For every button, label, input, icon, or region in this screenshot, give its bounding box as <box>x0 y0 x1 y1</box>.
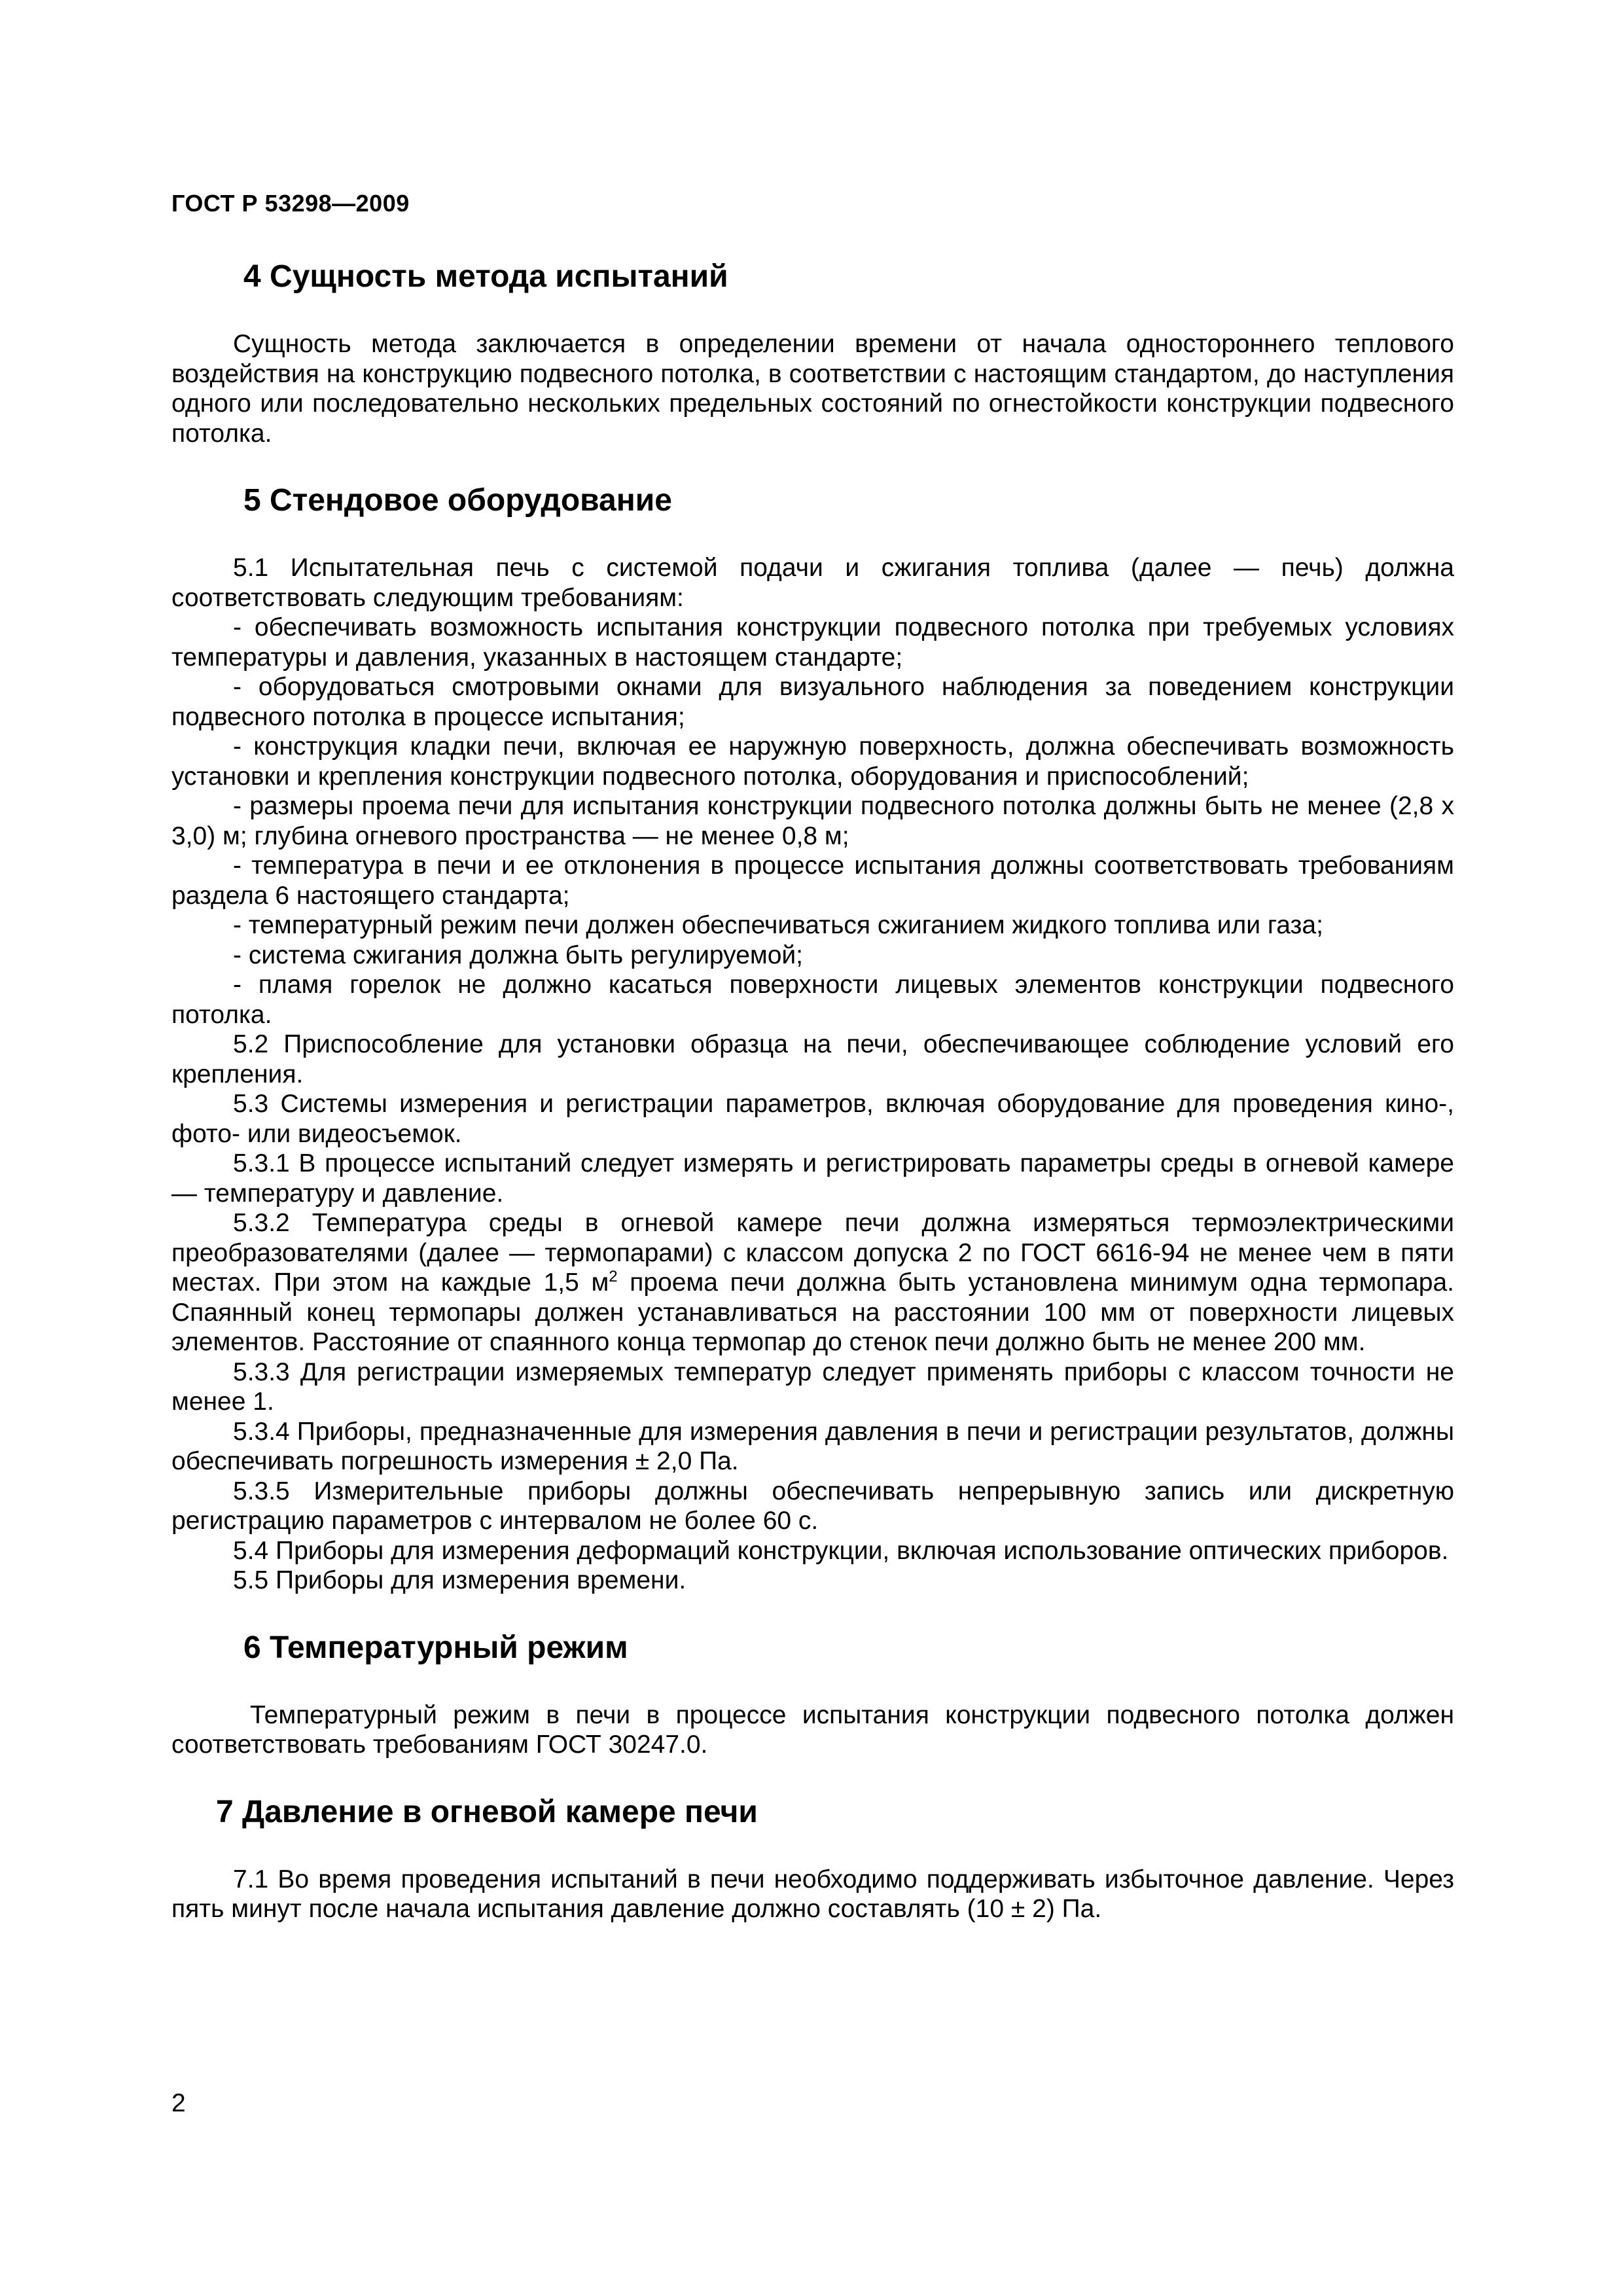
clause-5-5: 5.5 Приборы для измерения времени. <box>233 1566 687 1594</box>
section-6-title: 6 Температурный режим <box>243 1630 628 1665</box>
list-item: - пламя горелок не должно касаться поверхности лицевых элементов конструкции подвесного потолка. <box>171 971 1454 1029</box>
list-item: - температурный режим печи должен обеспечиваться сжиганием жидкого топлива или газа; <box>233 911 1323 939</box>
clause-5-3-2-text-a: 5.3.2 Температура среды в огневой камере печи должна измеряться термоэлектрическими преобразователями (далее — термопарами) с классом допуска 2 по ГОСТ 6616-94 не менее чем в пяти местах. При этом на каждые 1,5 м <box>171 1209 1454 1297</box>
section-5-title: 5 Стендовое оборудование <box>243 483 672 518</box>
list-item: - система сжигания должна быть регулируемой; <box>233 941 804 969</box>
section-4-title: 4 Сущность метода испытаний <box>243 259 728 294</box>
clause-5-3-1: 5.3.1 В процессе испытаний следует измерять и регистрировать параметры среды в огневой камере — температуру и давление. <box>171 1149 1454 1208</box>
list-item: - размеры проема печи для испытания конструкции подвесного потолка должны быть не менее (2,8 x 3,0) м; глубина огневого пространства — не менее 0,8 м; <box>171 792 1454 850</box>
section-6-paragraph: Температурный режим в печи в процессе испытания конструкции подвесного потолка должен соответствовать требованиям ГОСТ 30247.0. <box>171 1700 1454 1759</box>
clause-5-3-5: 5.3.5 Измерительные приборы должны обеспечивать непрерывную запись или дискретную регистрацию параметров с интервалом не более 60 с. <box>171 1477 1454 1535</box>
clause-5-3-2-text-b: проема печи должна быть установлена минимум одна термопара. Спаянный конец термопары должен устанавливаться на расстоянии 100 мм от поверхности лицевых элементов. Расстояние от спаянного конца термопар до стенок печи должно быть не менее 200 мм. <box>171 1268 1454 1356</box>
clause-5-3-3: 5.3.3 Для регистрации измеряемых температур следует применять приборы с классом точности не менее 1. <box>171 1357 1454 1416</box>
document-header: ГОСТ Р 53298—2009 <box>171 190 410 217</box>
page-number: 2 <box>171 2089 186 2117</box>
list-item: - конструкция кладки печи, включая ее наружную поверхность, должна обеспечивать возможность установки и крепления конструкции подвесного потолка, оборудования и приспособлений; <box>171 732 1454 791</box>
clause-5-3-2 <box>171 1208 1454 1357</box>
clause-5-2: 5.2 Приспособление для установки образца на печи, обеспечивающее соблюдение условий его крепления. <box>171 1030 1454 1088</box>
document-body <box>171 259 1454 1924</box>
list-item: - оборудоваться смотровыми окнами для визуального наблюдения за поведением конструкции подвесного потолка в процессе испытания; <box>171 673 1454 731</box>
list-item: - обеспечивать возможность испытания конструкции подвесного потолка при требуемых условиях температуры и давления, указанных в настоящем стандарте; <box>171 613 1454 672</box>
list-item: - температура в печи и ее отклонения в процессе испытания должны соответствовать требованиям раздела 6 настоящего стандарта; <box>171 852 1454 910</box>
clause-5-3: 5.3 Системы измерения и регистрации параметров, включая оборудование для проведения кино-, фото- или видеосъемок. <box>171 1090 1454 1148</box>
clause-5-1: 5.1 Испытательная печь с системой подачи и сжигания топлива (далее — печь) должна соответствовать следующим требованиям: <box>171 554 1454 612</box>
section-4-paragraph: Сущность метода заключается в определении времени от начала одностороннего теплового воздействия на конструкцию подвесного потолка, в соответствии с настоящим стандартом, до наступления одного или последовательно нескольких предельных состояний по огнестойкости конструкции подвесного потолка. <box>171 330 1454 448</box>
clause-7-1: 7.1 Во время проведения испытаний в печи необходимо поддерживать избыточное давление. Через пять минут после начала испытания давление должно составлять (10 ± 2) Па. <box>171 1865 1454 1923</box>
clause-5-3-4: 5.3.4 Приборы, предназначенные для измерения давления в печи и регистрации результатов, должны обеспечивать погрешность измерения ± 2,0 Па. <box>171 1417 1454 1475</box>
section-7-title: 7 Давление в огневой камере печи <box>216 1794 758 1829</box>
clause-5-4: 5.4 Приборы для измерения деформаций конструкции, включая использование оптических приборов. <box>233 1536 1449 1565</box>
superscript-exponent: 2 <box>609 1268 618 1285</box>
